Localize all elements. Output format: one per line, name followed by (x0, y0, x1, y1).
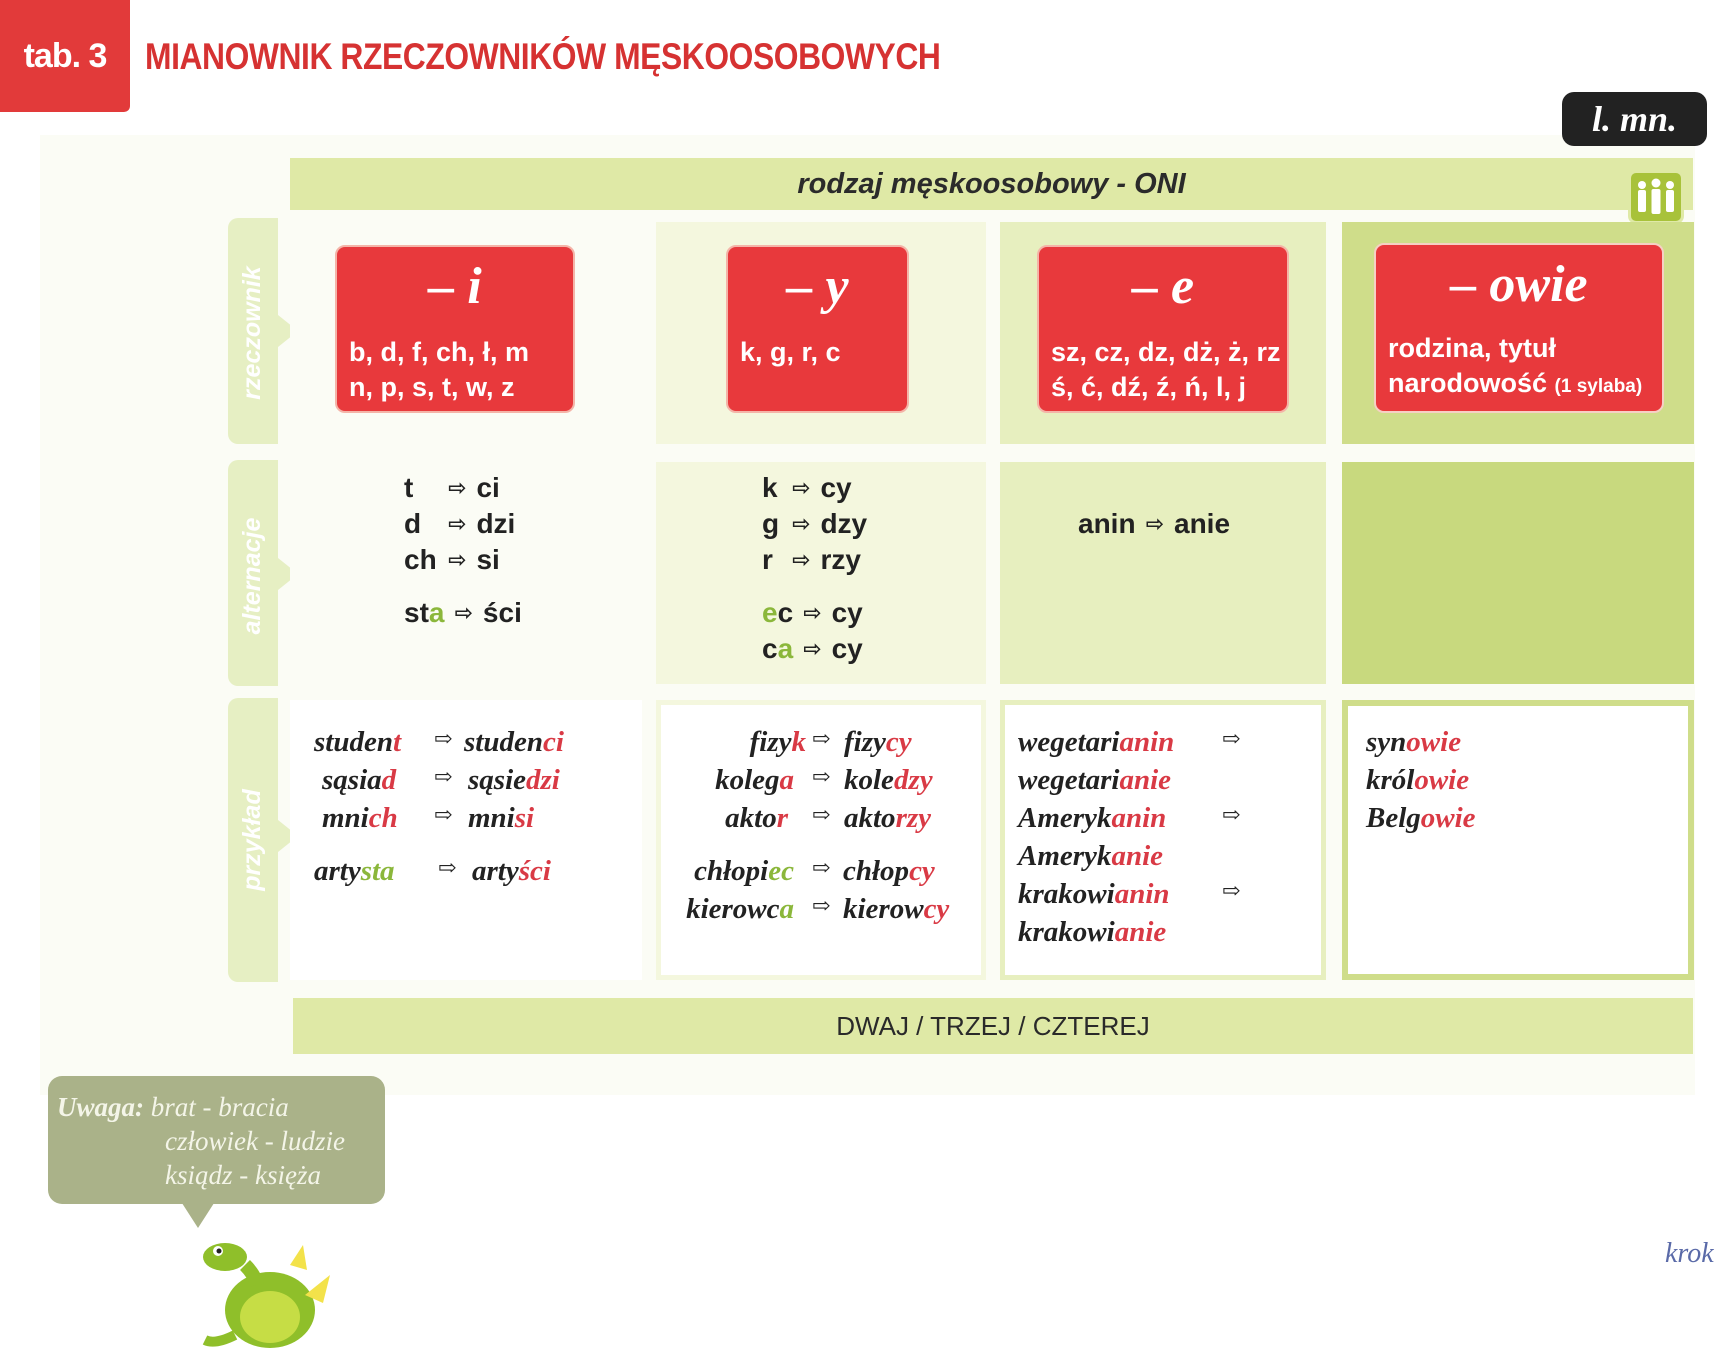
ending-suffix: – e (1131, 258, 1195, 315)
example-row: krakowianin (1018, 878, 1170, 910)
arrow-icon: ⇨ (803, 600, 822, 625)
ending-consonants: k, g, r, c (740, 337, 841, 367)
alternation-row: k ⇨ cy (762, 472, 852, 503)
example-row: kierowca (686, 893, 794, 925)
example-row: chłopcy (843, 855, 935, 887)
example-row: sąsiad (322, 764, 397, 796)
arrow-icon: ⇨ (1222, 802, 1241, 827)
footer-numerals: DWAJ / TRZEJ / CZTEREJ (836, 1011, 1150, 1041)
syllable-note: (1 sylaba) (1554, 376, 1643, 397)
alternation-row: t ⇨ ci (404, 472, 500, 503)
ending-consonants: ś, ć, dź, ź, ń, l, j (1051, 372, 1247, 402)
example-row: królowie (1366, 764, 1470, 796)
example-row: mnisi (468, 802, 535, 834)
arrow-icon: ⇨ (434, 764, 453, 789)
arrow-icon: ⇨ (812, 855, 831, 880)
example-row: Amerykanie (1018, 840, 1163, 872)
ending-consonants: b, d, f, ch, ł, m (349, 337, 530, 367)
arrow-icon: ⇨ (812, 893, 831, 918)
side-label-rzeczownik: rzeczownik (238, 266, 266, 400)
arrow-icon: ⇨ (792, 475, 811, 500)
arrow-icon: ⇨ (803, 636, 822, 661)
example-row: aktorzy (844, 802, 932, 834)
ending-suffix: – y (786, 258, 849, 315)
example-row: krakowianie (1018, 916, 1167, 948)
arrow-icon: ⇨ (448, 511, 467, 536)
ending-description: narodowość (1 sylaba) (1388, 368, 1643, 398)
side-label-alternacje: alternacje (238, 517, 266, 635)
example-row: fizyk (749, 726, 806, 758)
example-row: student (314, 726, 402, 758)
signature: krok (1665, 1238, 1714, 1269)
arrow-icon: ⇨ (812, 726, 831, 751)
example-row: synowie (1366, 726, 1462, 758)
example-row: wegetarianie (1018, 764, 1172, 796)
alternation-row: d ⇨ dzi (404, 508, 516, 539)
arrow-icon: ⇨ (434, 726, 453, 751)
note-tail (180, 1200, 216, 1228)
ending-consonants: n, p, s, t, w, z (349, 372, 515, 402)
example-row: studenci (464, 726, 564, 758)
arrow-icon: ⇨ (1222, 878, 1241, 903)
side-label-przyklad: przykład (238, 789, 266, 891)
note-line: ksiądz - księża (165, 1160, 321, 1190)
ending-suffix: – owie (1450, 256, 1588, 313)
example-row: fizycy (844, 726, 912, 758)
arrow-icon: ⇨ (792, 511, 811, 536)
alternation-row: ec ⇨ cy (762, 597, 863, 628)
ending-box-y (726, 245, 909, 413)
dragon-mascot-icon (185, 1225, 345, 1350)
example-row: Amerykanin (1018, 802, 1167, 834)
example-row: wegetarianin (1018, 726, 1175, 758)
ending-suffix: – i (428, 258, 482, 315)
header-title: rodzaj męskoosobowy - ONI (797, 168, 1186, 200)
ending-consonants: sz, cz, dz, dż, ż, rz (1051, 337, 1281, 367)
ending-box-owie (1374, 243, 1664, 413)
arrow-icon: ⇨ (1145, 511, 1164, 536)
arrow-icon: ⇨ (812, 764, 831, 789)
alternation-row: ca ⇨ cy (762, 633, 863, 664)
arrow-icon: ⇨ (792, 547, 811, 572)
ending-box-i (335, 245, 575, 413)
alternation-row: anin ⇨ anie (1078, 508, 1231, 539)
example-row: aktor (725, 802, 788, 834)
arrow-icon: ⇨ (812, 802, 831, 827)
example-row: koledzy (844, 764, 933, 796)
ending-description: rodzina, tytuł (1388, 333, 1556, 363)
example-row: chłopiec (694, 855, 794, 887)
note-line: człowiek - ludzie (165, 1126, 345, 1156)
page-title: MIANOWNIK RZECZOWNIKÓW MĘSKOOSOBOWYCH (145, 36, 941, 77)
alternation-row: ch ⇨ si (404, 544, 500, 575)
alternation-row: sta ⇨ ści (404, 597, 522, 628)
arrow-icon: ⇨ (448, 475, 467, 500)
ending-box-e (1037, 245, 1289, 413)
arrow-icon: ⇨ (454, 600, 473, 625)
alternation-row: r ⇨ rzy (762, 544, 861, 575)
example-row: kolega (715, 764, 794, 796)
number-badge: l. mn. (1562, 92, 1707, 146)
arrow-icon: ⇨ (434, 802, 453, 827)
alternation-row: g ⇨ dzy (762, 508, 868, 539)
arrow-icon: ⇨ (1222, 726, 1241, 751)
cell-r2-c3 (1000, 462, 1326, 684)
people-icon (1628, 170, 1684, 224)
tab-label: tab. 3 (0, 0, 130, 112)
example-row: mnich (322, 802, 398, 834)
arrow-icon: ⇨ (438, 855, 457, 880)
example-row: kierowcy (843, 893, 950, 925)
example-row: artyści (472, 855, 551, 887)
example-row: Belgowie (1366, 802, 1476, 834)
example-row: artysta (314, 855, 395, 887)
arrow-icon: ⇨ (448, 547, 467, 572)
note-line: Uwaga: brat - bracia (57, 1092, 289, 1122)
example-row: sąsiedzi (468, 764, 560, 796)
cell-r2-c4 (1342, 462, 1694, 684)
